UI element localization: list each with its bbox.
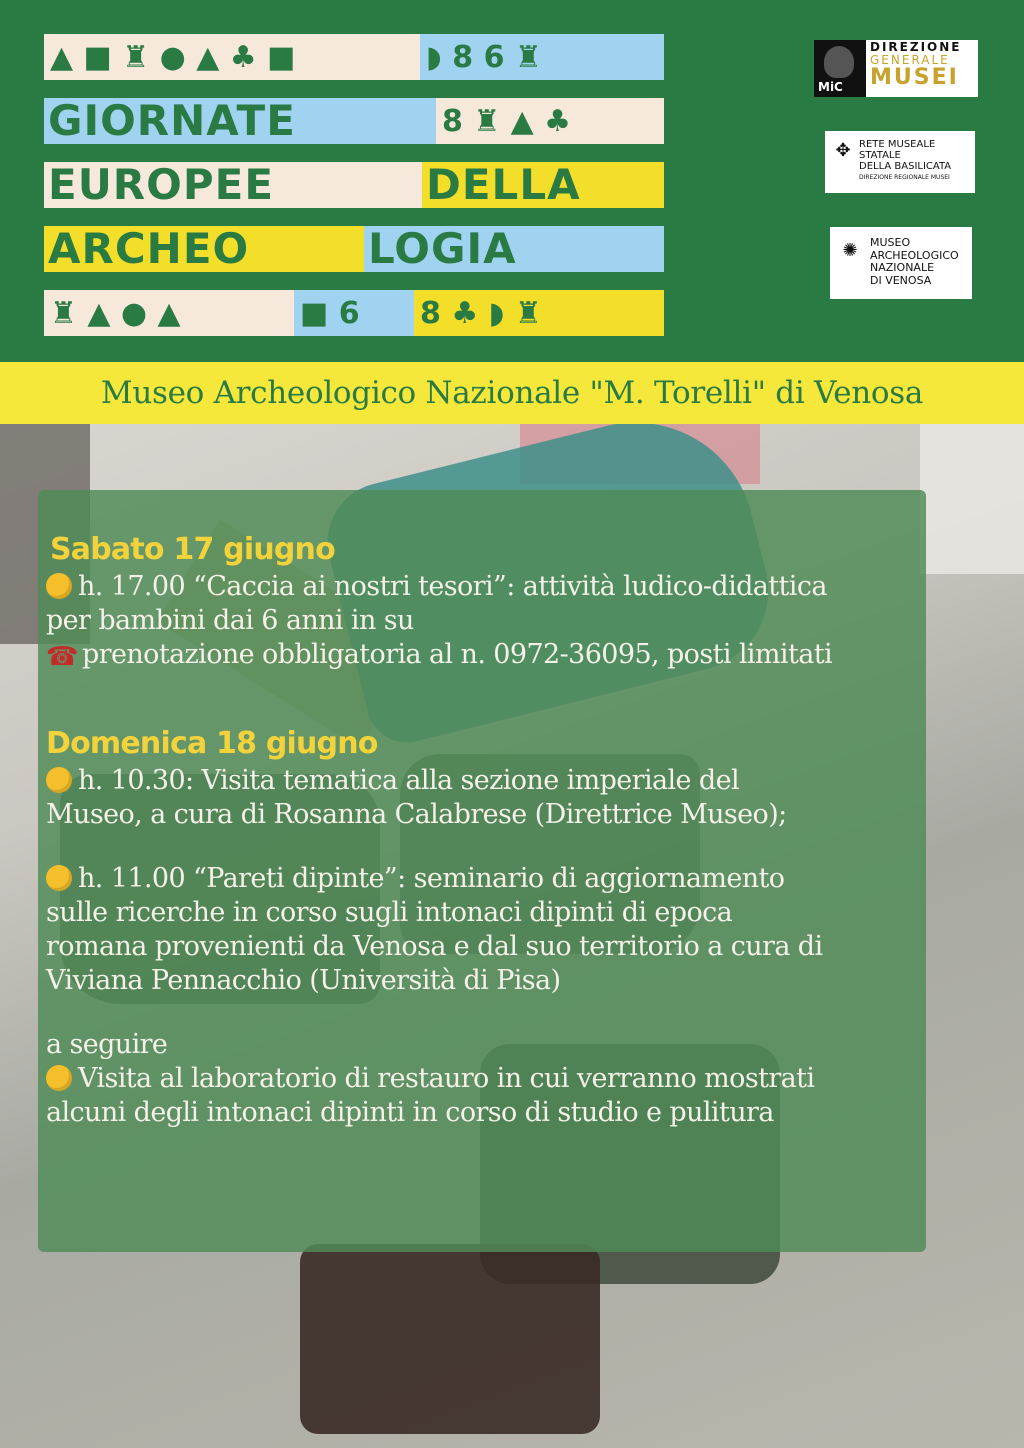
program-line xyxy=(46,862,926,896)
program-line: Museo, a cura di Rosanna Calabrese (Direttrice Museo); xyxy=(46,799,787,830)
archaeology-pictograms-icon: 8 ♣ ◗ ♜ xyxy=(420,295,542,331)
line-text: h. 10.30: Visita tematica alla sezione imperiale del xyxy=(78,765,740,796)
dgm-line2: GENERALE xyxy=(870,53,950,67)
direzione-generale-musei-logo xyxy=(814,40,978,97)
pictogram-strip xyxy=(44,34,420,80)
line-text: h. 11.00 “Pareti dipinte”: seminario di aggiornamento xyxy=(78,863,785,894)
program-line: romana provenienti da Venosa e dal suo territorio a cura di xyxy=(46,931,823,962)
title-word-europee: EUROPEE xyxy=(48,162,275,208)
program-line: per bambini dai 6 anni in su xyxy=(46,605,414,636)
mic-head-icon xyxy=(824,46,854,78)
line-text: h. 17.00 “Caccia ai nostri tesori”: attività ludico-didattica xyxy=(78,571,827,602)
program-line xyxy=(46,1062,926,1096)
yellow-circle-icon xyxy=(46,767,72,793)
rete-text xyxy=(859,139,951,183)
dgm-line1: DIREZIONE xyxy=(870,40,962,54)
title-word-archeo: ARCHEO xyxy=(48,226,250,272)
phone-line-text: prenotazione obbligatoria al n. 0972-36095, posti limitati xyxy=(82,639,832,670)
museo-line4: DI VENOSA xyxy=(870,273,932,287)
rete-line3: DELLA BASILICATA xyxy=(859,161,952,172)
rete-line4: DIREZIONE REGIONALE MUSEI xyxy=(859,174,950,181)
yellow-circle-icon xyxy=(46,1065,72,1091)
rete-knot-icon: ✥ xyxy=(835,140,851,161)
pictogram-strip xyxy=(436,98,664,144)
line-text: Visita al laboratorio di restauro in cui verranno mostrati xyxy=(78,1063,815,1094)
title-word-della: DELLA xyxy=(426,162,581,208)
program-line xyxy=(46,570,926,604)
photo-machine-shape xyxy=(920,424,1024,574)
mic-mark xyxy=(814,40,866,97)
pictogram-strip xyxy=(44,290,294,336)
title-segment xyxy=(364,226,664,272)
title-word-giornate: GIORNATE xyxy=(48,98,296,144)
spacer xyxy=(46,998,926,1028)
program-content xyxy=(46,530,926,1130)
telephone-icon: ☎ xyxy=(46,642,78,672)
title-row-2 xyxy=(44,98,664,144)
rete-line2: STATALE xyxy=(859,150,901,161)
yellow-circle-icon xyxy=(46,573,72,599)
day1-heading: Sabato 17 giugno xyxy=(50,532,335,567)
yellow-circle-icon xyxy=(46,865,72,891)
museo-star-icon: ✺ xyxy=(842,240,858,261)
museo-line2: ARCHEOLOGICO xyxy=(870,248,959,262)
title-segment xyxy=(44,162,422,208)
spacer xyxy=(46,832,926,862)
photo-fragment-shape xyxy=(300,1244,600,1434)
museum-name: Museo Archeologico Nazionale "M. Torelli" di Venosa xyxy=(100,375,924,411)
title-word-logia: LOGIA xyxy=(368,226,517,272)
archaeology-pictograms-icon: 8 ♜ ▲ ♣ xyxy=(442,103,572,139)
museum-name-band xyxy=(0,362,1024,424)
program-line: Viviana Pennacchio (Università di Pisa) xyxy=(46,965,561,996)
title-segment xyxy=(422,162,664,208)
day2-heading: Domenica 18 giugno xyxy=(46,726,378,761)
pictogram-strip xyxy=(420,34,664,80)
mic-label: MiC xyxy=(818,80,843,94)
archaeology-pictograms-icon: ▲ ■ ♜ ● ▲ ♣ ■ xyxy=(50,39,296,75)
program-line: alcuni degli intonaci dipinti in corso di studio e pulitura xyxy=(46,1097,774,1128)
dgm-line3: MUSEI xyxy=(870,65,959,90)
program-line: sulle ricerche in corso sugli intonaci dipinti di epoca xyxy=(46,897,733,928)
archaeology-pictograms-icon: ♜ ▲ ● ▲ xyxy=(50,295,181,331)
rete-museale-logo xyxy=(825,131,975,193)
title-row-3 xyxy=(44,162,664,208)
title-segment xyxy=(44,98,436,144)
museo-text xyxy=(870,237,959,287)
program-line xyxy=(46,764,926,798)
museo-line1: MUSEO xyxy=(870,236,911,249)
title-row-4 xyxy=(44,226,664,272)
spacer xyxy=(46,672,926,724)
archaeology-pictograms-icon: ■ 6 xyxy=(300,295,360,331)
program-line: a seguire xyxy=(46,1029,168,1060)
museo-venosa-logo xyxy=(830,227,972,299)
pictogram-strip xyxy=(294,290,414,336)
rete-line1: RETE MUSEALE xyxy=(859,139,936,150)
title-row-1 xyxy=(44,34,664,80)
header xyxy=(0,0,1024,362)
title-row-5 xyxy=(44,290,664,336)
museo-line3: NAZIONALE xyxy=(870,261,935,274)
program-line xyxy=(46,638,926,672)
title-segment xyxy=(44,226,364,272)
dgm-text xyxy=(870,41,961,89)
archaeology-pictograms-icon: ◗ 8 6 ♜ xyxy=(426,39,542,75)
pictogram-strip xyxy=(414,290,664,336)
event-title-graphic xyxy=(44,34,664,354)
